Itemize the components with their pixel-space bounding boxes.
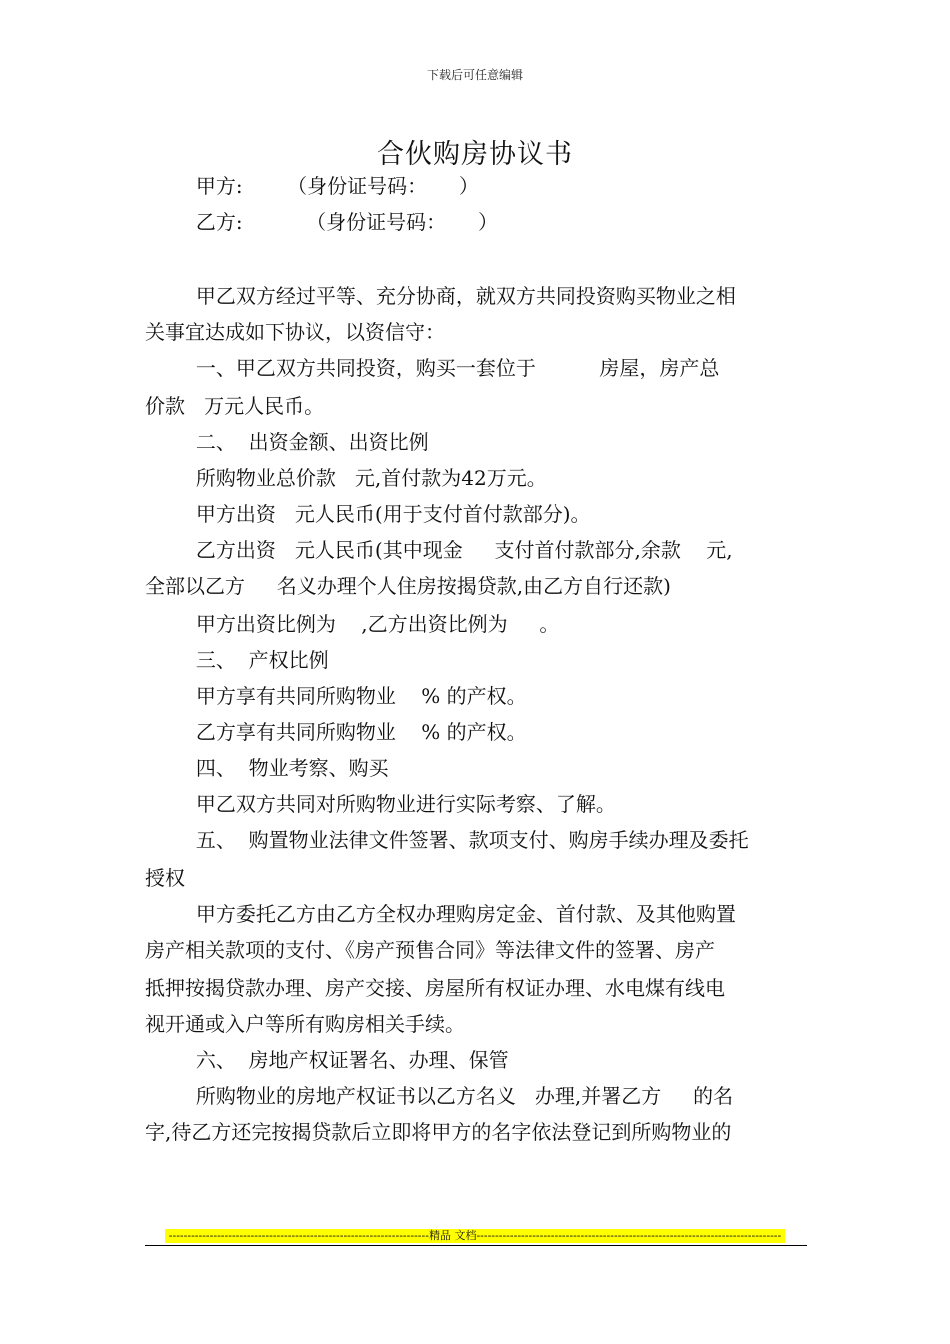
body-line: 甲方出资比例为 ,乙方出资比例为 。	[145, 612, 560, 636]
body-line: 乙方出资 元人民币(其中现金 支付首付款部分,余款 元,	[145, 538, 733, 562]
section-heading: 二、 出资金额、出资比例	[145, 430, 429, 454]
body-line: 房产相关款项的支付、《房产预售合同》等法律文件的签署、房产	[145, 938, 715, 962]
document-title: 合伙购房协议书	[377, 139, 573, 170]
body-line: 全部以乙方 名义办理个人住房按揭贷款,由乙方自行还款)	[145, 574, 671, 598]
body-line: 授权	[145, 866, 185, 890]
party-a-line: 甲方: （身份证号码： ）	[145, 174, 479, 198]
body-line: 甲乙双方共同对所购物业进行实际考察、了解。	[145, 792, 616, 816]
party-b-line: 乙方: （身份证号码： ）	[145, 210, 498, 234]
section-heading: 四、 物业考察、购买	[145, 756, 389, 780]
body-line: 一、甲乙双方共同投资，购买一套位于 房屋，房产总	[145, 356, 720, 380]
body-line: 字,待乙方还完按揭贷款后立即将甲方的名字依法登记到所购物业的	[145, 1120, 732, 1144]
body-line: 甲乙双方经过平等、充分协商，就双方共同投资购买物业之相	[145, 284, 736, 308]
section-heading: 三、 产权比例	[145, 648, 329, 672]
body-line: 价款 万元人民币。	[145, 394, 325, 418]
body-line: 所购物业总价款 元,首付款为42万元。	[145, 466, 547, 490]
section-heading: 六、 房地产权证署名、办理、保管	[145, 1048, 509, 1072]
body-line: 抵押按揭贷款办理、房产交接、房屋所有权证办理、水电煤有线电	[145, 976, 725, 1000]
body-line: 视开通或入户等所有购房相关手续。	[145, 1012, 465, 1036]
body-line: 甲方委托乙方由乙方全权办理购房定金、首付款、及其他购置	[145, 902, 736, 926]
body-line: 甲方出资 元人民币(用于支付首付款部分)。	[145, 502, 591, 526]
body-line: 乙方享有共同所购物业 % 的产权。	[145, 720, 527, 744]
body-line: 甲方享有共同所购物业 % 的产权。	[145, 684, 527, 708]
footer-divider	[145, 1245, 807, 1246]
body-line: 关事宜达成如下协议，以资信守：	[145, 320, 445, 344]
footer-highlight-bar: ----------------------------------------------------------------------精品 文档----------------------------------------------------------------------------------	[165, 1229, 785, 1243]
section-heading: 五、 购置物业法律文件签署、款项支付、购房手续办理及委托	[145, 828, 749, 852]
header-note: 下载后可任意编辑	[426, 68, 523, 82]
body-line: 所购物业的房地产权证书以乙方名义 办理,并署乙方 的名	[145, 1084, 734, 1108]
